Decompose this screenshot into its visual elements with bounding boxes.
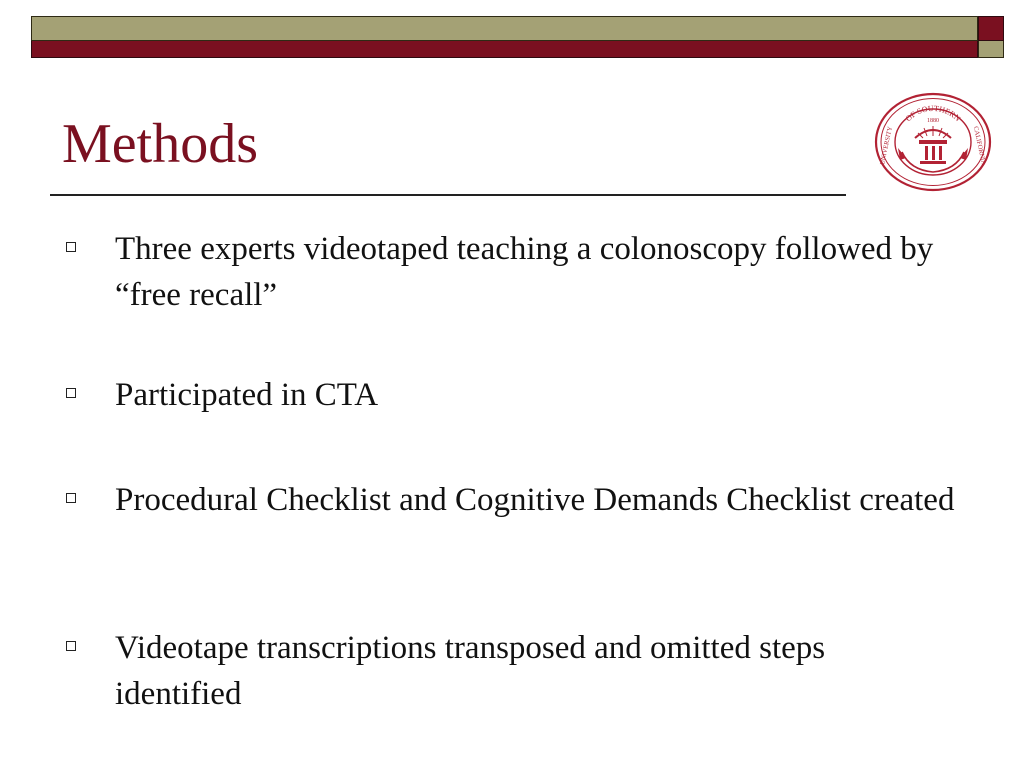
bullet-text: Three experts videotaped teaching a colonoscopy followed by “free recall” (115, 231, 934, 313)
square-bullet-icon (66, 242, 76, 252)
square-bullet-icon (66, 388, 76, 398)
seal-text-left: UNIVERSITY (879, 125, 895, 166)
bullet-text: Participated in CTA (115, 377, 379, 413)
bullet-text: Procedural Checklist and Cognitive Demands Checklist created (115, 482, 955, 518)
slide-title: Methods (62, 113, 258, 175)
seal-year: 1880 (927, 118, 939, 124)
square-bullet-icon (66, 493, 76, 503)
seal-text-right: CALIFORNIA (971, 125, 987, 166)
bullet-text: Videotape transcriptions transposed and omitted steps identified (115, 630, 826, 712)
square-bullet-icon (66, 641, 76, 651)
seal-text-top: OF SOUTHERN (903, 103, 963, 124)
